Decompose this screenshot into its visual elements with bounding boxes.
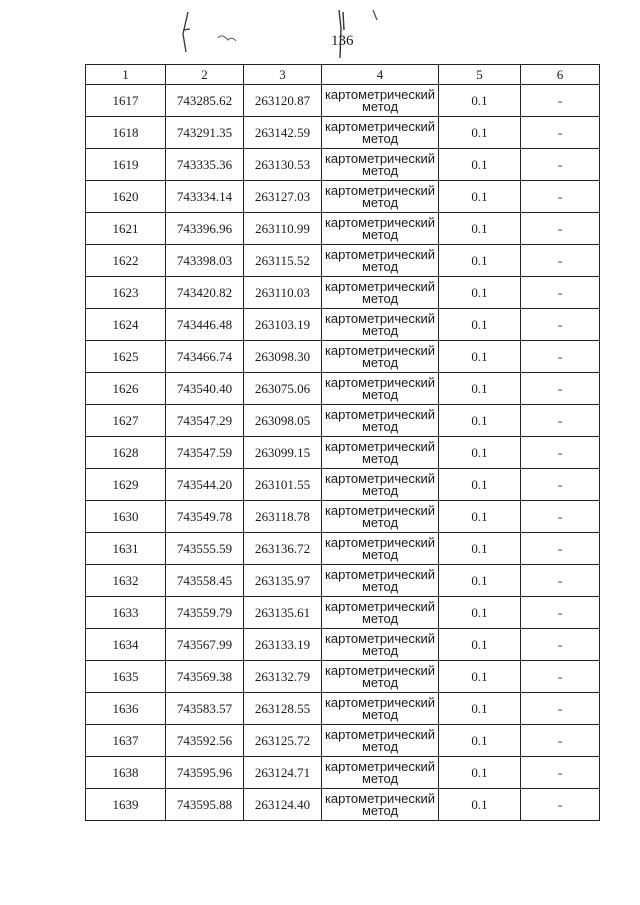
method-cell [322,309,439,341]
x-coordinate-cell: 743583.57 [166,693,244,725]
method-text-line: метод [361,418,399,434]
accuracy-cell: 0.1 [439,437,521,469]
method-text-line: картометрический [324,150,436,166]
table-row [86,117,600,149]
y-coordinate-cell: 263133.19 [244,629,322,661]
method-text-line: метод [361,738,399,754]
accuracy-cell: 0.1 [439,117,521,149]
method-text-line: метод [361,514,399,530]
method-cell [322,117,439,149]
table-row [86,533,600,565]
x-coordinate-cell: 743335.36 [166,149,244,181]
note-cell: - [521,693,600,725]
note-cell: - [521,149,600,181]
method-text-line: метод [361,322,399,338]
method-text-line: метод [361,130,399,146]
method-text-line: картометрический [324,438,436,454]
accuracy-cell: 0.1 [439,725,521,757]
page-number: 136 [331,33,354,49]
note-cell: - [521,85,600,117]
method-cell [322,149,439,181]
note-cell: - [521,373,600,405]
method-cell [322,789,439,821]
table-body [86,85,600,821]
note-cell: - [521,469,600,501]
y-coordinate-cell: 263103.19 [244,309,322,341]
method-cell [322,565,439,597]
method-cell [322,533,439,565]
method-text-line: метод [361,450,399,466]
method-text-line: метод [361,706,399,722]
method-text-line: метод [361,258,399,274]
note-cell: - [521,181,600,213]
method-text-line: метод [361,162,399,178]
table-row [86,437,600,469]
x-coordinate-cell: 743540.40 [166,373,244,405]
table-row [86,597,600,629]
method-text-line: метод [361,546,399,562]
accuracy-cell: 0.1 [439,341,521,373]
note-cell: - [521,661,600,693]
accuracy-cell: 0.1 [439,693,521,725]
table-row [86,757,600,789]
y-coordinate-cell: 263136.72 [244,533,322,565]
note-cell: - [521,437,600,469]
accuracy-cell: 0.1 [439,629,521,661]
method-text-line: картометрический [324,758,436,774]
method-cell [322,277,439,309]
method-text-line: картометрический [324,374,436,390]
accuracy-cell: 0.1 [439,789,521,821]
point-number-cell: 1621 [86,213,166,245]
method-text-line: картометрический [324,118,436,134]
note-cell: - [521,405,600,437]
method-text-line: картометрический [324,278,436,294]
y-coordinate-cell: 263120.87 [244,85,322,117]
accuracy-cell: 0.1 [439,469,521,501]
method-text-line: картометрический [324,790,436,806]
method-text-line: метод [361,482,399,498]
method-text-line: картометрический [324,86,436,102]
method-text-line: картометрический [324,566,436,582]
method-text-line: метод [361,770,399,786]
point-number-cell: 1638 [86,757,166,789]
note-cell: - [521,117,600,149]
y-coordinate-cell: 263098.05 [244,405,322,437]
x-coordinate-cell: 743334.14 [166,181,244,213]
point-number-cell: 1620 [86,181,166,213]
x-coordinate-cell: 743285.62 [166,85,244,117]
point-number-cell: 1628 [86,437,166,469]
column-header-1: 1 [86,65,166,85]
column-header-4: 4 [322,65,439,85]
x-coordinate-cell: 743420.82 [166,277,244,309]
y-coordinate-cell: 263125.72 [244,725,322,757]
method-cell [322,469,439,501]
x-coordinate-cell: 743592.56 [166,725,244,757]
table-row [86,341,600,373]
x-coordinate-cell: 743466.74 [166,341,244,373]
table-row [86,149,600,181]
method-text-line: картометрический [324,406,436,422]
method-cell [322,181,439,213]
point-number-cell: 1636 [86,693,166,725]
method-cell [322,629,439,661]
point-number-cell: 1635 [86,661,166,693]
accuracy-cell: 0.1 [439,149,521,181]
x-coordinate-cell: 743559.79 [166,597,244,629]
x-coordinate-cell: 743595.96 [166,757,244,789]
method-text-line: метод [361,194,399,210]
x-coordinate-cell: 743555.59 [166,533,244,565]
accuracy-cell: 0.1 [439,85,521,117]
method-text-line: картометрический [324,630,436,646]
method-text-line: метод [361,610,399,626]
method-text-line: метод [361,290,399,306]
y-coordinate-cell: 263124.71 [244,757,322,789]
table-row [86,85,600,117]
accuracy-cell: 0.1 [439,245,521,277]
point-number-cell: 1618 [86,117,166,149]
table-row [86,277,600,309]
x-coordinate-cell: 743558.45 [166,565,244,597]
note-cell: - [521,213,600,245]
y-coordinate-cell: 263135.61 [244,597,322,629]
accuracy-cell: 0.1 [439,405,521,437]
y-coordinate-cell: 263128.55 [244,693,322,725]
x-coordinate-cell: 743595.88 [166,789,244,821]
method-text-line: метод [361,578,399,594]
method-cell [322,501,439,533]
point-number-cell: 1632 [86,565,166,597]
y-coordinate-cell: 263135.97 [244,565,322,597]
point-number-cell: 1633 [86,597,166,629]
point-number-cell: 1623 [86,277,166,309]
method-text-line: метод [361,226,399,242]
method-text-line: метод [361,674,399,690]
note-cell: - [521,277,600,309]
x-coordinate-cell: 743398.03 [166,245,244,277]
accuracy-cell: 0.1 [439,181,521,213]
method-text-line: картометрический [324,598,436,614]
method-text-line: картометрический [324,726,436,742]
y-coordinate-cell: 263142.59 [244,117,322,149]
table-row [86,245,600,277]
table-row [86,181,600,213]
column-header-2: 2 [166,65,244,85]
accuracy-cell: 0.1 [439,533,521,565]
x-coordinate-cell: 743547.59 [166,437,244,469]
y-coordinate-cell: 263101.55 [244,469,322,501]
y-coordinate-cell: 263127.03 [244,181,322,213]
point-number-cell: 1617 [86,85,166,117]
method-cell [322,725,439,757]
method-text-line: картометрический [324,470,436,486]
note-cell: - [521,565,600,597]
point-number-cell: 1634 [86,629,166,661]
x-coordinate-cell: 743544.20 [166,469,244,501]
note-cell: - [521,757,600,789]
method-cell [322,661,439,693]
y-coordinate-cell: 263124.40 [244,789,322,821]
method-text-line: картометрический [324,182,436,198]
table-row [86,309,600,341]
x-coordinate-cell: 743291.35 [166,117,244,149]
method-text-line: картометрический [324,246,436,262]
point-number-cell: 1619 [86,149,166,181]
point-number-cell: 1637 [86,725,166,757]
method-text-line: картометрический [324,502,436,518]
accuracy-cell: 0.1 [439,309,521,341]
point-number-cell: 1622 [86,245,166,277]
method-text-line: картометрический [324,694,436,710]
method-cell [322,245,439,277]
table-row [86,725,600,757]
method-text-line: метод [361,802,399,818]
note-cell: - [521,789,600,821]
x-coordinate-cell: 743547.29 [166,405,244,437]
accuracy-cell: 0.1 [439,565,521,597]
method-cell [322,597,439,629]
method-text-line: метод [361,354,399,370]
point-number-cell: 1624 [86,309,166,341]
method-cell [322,693,439,725]
table-row [86,789,600,821]
accuracy-cell: 0.1 [439,373,521,405]
note-cell: - [521,629,600,661]
method-text-line: картометрический [324,342,436,358]
method-cell [322,213,439,245]
table-row [86,661,600,693]
y-coordinate-cell: 263098.30 [244,341,322,373]
x-coordinate-cell: 743396.96 [166,213,244,245]
y-coordinate-cell: 263130.53 [244,149,322,181]
method-cell [322,405,439,437]
method-cell [322,757,439,789]
method-text-line: метод [361,642,399,658]
table-row [86,213,600,245]
accuracy-cell: 0.1 [439,597,521,629]
method-text-line: картометрический [324,534,436,550]
y-coordinate-cell: 263115.52 [244,245,322,277]
table-row [86,405,600,437]
note-cell: - [521,501,600,533]
accuracy-cell: 0.1 [439,501,521,533]
method-cell [322,341,439,373]
coordinates-table [85,64,600,821]
method-cell [322,437,439,469]
table-row [86,469,600,501]
point-number-cell: 1631 [86,533,166,565]
accuracy-cell: 0.1 [439,213,521,245]
y-coordinate-cell: 263099.15 [244,437,322,469]
column-header-5: 5 [439,65,521,85]
note-cell: - [521,533,600,565]
y-coordinate-cell: 263118.78 [244,501,322,533]
table-row [86,501,600,533]
accuracy-cell: 0.1 [439,277,521,309]
note-cell: - [521,245,600,277]
x-coordinate-cell: 743567.99 [166,629,244,661]
column-header-3: 3 [244,65,322,85]
point-number-cell: 1639 [86,789,166,821]
method-cell [322,85,439,117]
y-coordinate-cell: 263132.79 [244,661,322,693]
note-cell: - [521,341,600,373]
y-coordinate-cell: 263110.99 [244,213,322,245]
table-row [86,693,600,725]
y-coordinate-cell: 263075.06 [244,373,322,405]
note-cell: - [521,725,600,757]
note-cell: - [521,597,600,629]
accuracy-cell: 0.1 [439,757,521,789]
table-row [86,565,600,597]
table-row [86,373,600,405]
table-row [86,629,600,661]
note-cell: - [521,309,600,341]
method-text-line: метод [361,386,399,402]
accuracy-cell: 0.1 [439,661,521,693]
point-number-cell: 1625 [86,341,166,373]
method-text-line: картометрический [324,310,436,326]
x-coordinate-cell: 743446.48 [166,309,244,341]
point-number-cell: 1630 [86,501,166,533]
x-coordinate-cell: 743549.78 [166,501,244,533]
point-number-cell: 1627 [86,405,166,437]
method-text-line: картометрический [324,214,436,230]
x-coordinate-cell: 743569.38 [166,661,244,693]
column-header-6: 6 [521,65,600,85]
point-number-cell: 1629 [86,469,166,501]
y-coordinate-cell: 263110.03 [244,277,322,309]
table-header-row [86,65,600,85]
method-text-line: картометрический [324,662,436,678]
method-cell [322,373,439,405]
method-text-line: метод [361,98,399,114]
point-number-cell: 1626 [86,373,166,405]
